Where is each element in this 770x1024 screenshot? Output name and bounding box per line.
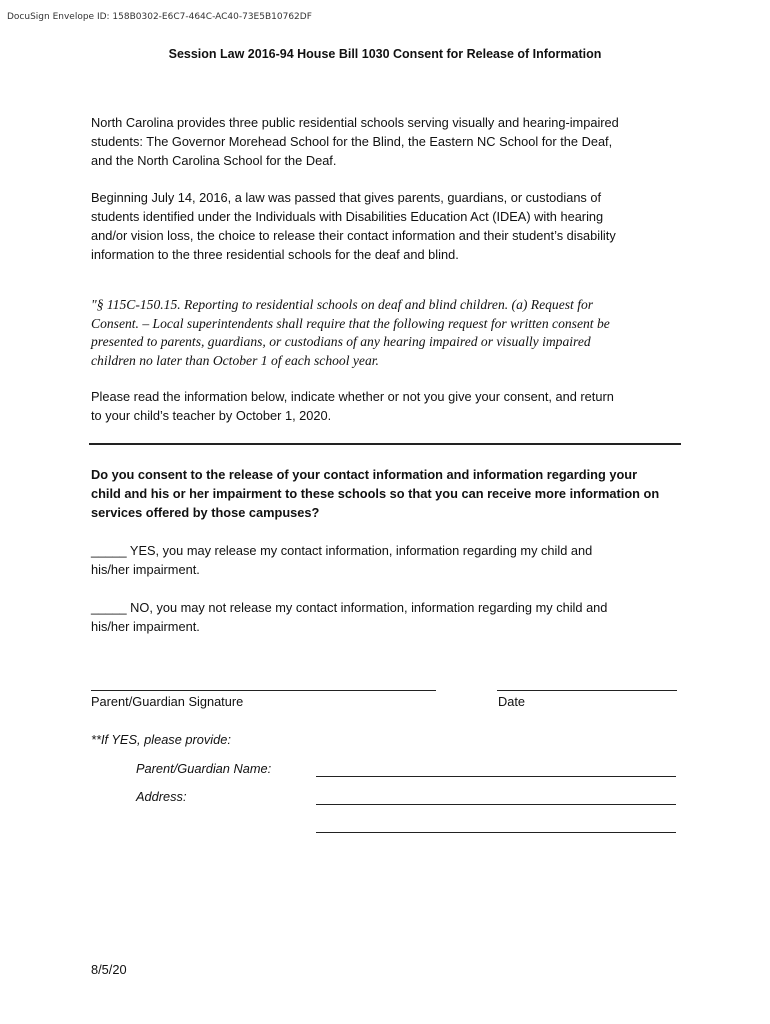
intro-line: students: The Governor Morehead School for the Blind, the Eastern NC School for the Deaf, [91,134,613,149]
intro-line: and the North Carolina School for the Deaf. [91,153,337,168]
yes-option-text: YES, you may release my contact information, information regarding my child and [129,543,593,558]
law-line: information to the three residential schools for the deaf and blind. [91,247,459,262]
instructions-line: to your child’s teacher by October 1, 2020. [91,408,332,423]
instructions-paragraph [91,387,691,425]
section-divider [89,443,681,445]
instructions-line: Please read the information below, indicate whether or not you give your consent, and return [91,389,614,404]
statute-line: "§ 115C-150.15. Reporting to residential schools on deaf and blind children. (a) Request for [91,297,594,312]
address-line-2[interactable] [316,832,676,833]
document-title: Session Law 2016-94 House Bill 1030 Consent for Release of Information [168,47,602,61]
guardian-name-line[interactable] [316,776,676,777]
date-label: Date [498,694,526,709]
address-label: Address: [136,789,187,804]
footer-date: 8/5/20 [91,962,127,977]
statute-line: presented to parents, guardians, or custodians of any hearing impaired or visually impaired [91,334,591,349]
yes-option-text-cont: his/her impairment. [91,562,200,577]
question-line: services offered by those campuses? [91,505,320,520]
statute-line: children no later than October 1 of each school year. [91,352,379,368]
no-option-text: NO, you may not release my contact information, information regarding my child and [130,600,608,615]
guardian-name-label: Parent/Guardian Name: [136,761,272,776]
law-line: and/or vision loss, the choice to release their contact information and their student’s disability [91,228,616,243]
signature-line[interactable] [91,690,436,691]
yes-checkbox-blank[interactable]: _____ [91,543,127,558]
no-checkbox-blank[interactable]: _____ [91,600,127,615]
intro-paragraph [91,113,691,170]
date-line[interactable] [497,690,677,691]
statute-line: Consent. – Local superintendents shall require that the following request for written consent be [91,315,610,331]
no-option-text-cont: his/her impairment. [91,619,200,634]
docusign-envelope-id: DocuSign Envelope ID: 158B0302-E6C7-464C-AC40-73E5B10762DF [7,12,312,22]
intro-line: North Carolina provides three public residential schools serving visually and hearing-impaired [91,115,619,130]
law-paragraph [91,188,691,264]
address-line-1[interactable] [316,804,676,805]
no-option [91,598,607,636]
question-line: child and his or her impairment to these schools so that you can receive more information on [91,486,660,501]
law-line: Beginning July 14, 2016, a law was passed that gives parents, guardians, or custodians of [91,190,602,205]
law-line: students identified under the Individuals with Disabilities Education Act (IDEA) with hearing [91,209,604,224]
yes-option [91,541,592,579]
consent-question [91,465,691,522]
question-line: Do you consent to the release of your contact information and information regarding your [91,467,638,482]
if-yes-heading: **If YES, please provide: [91,732,231,747]
signature-label: Parent/Guardian Signature [91,694,244,709]
statute-quote [91,296,691,370]
